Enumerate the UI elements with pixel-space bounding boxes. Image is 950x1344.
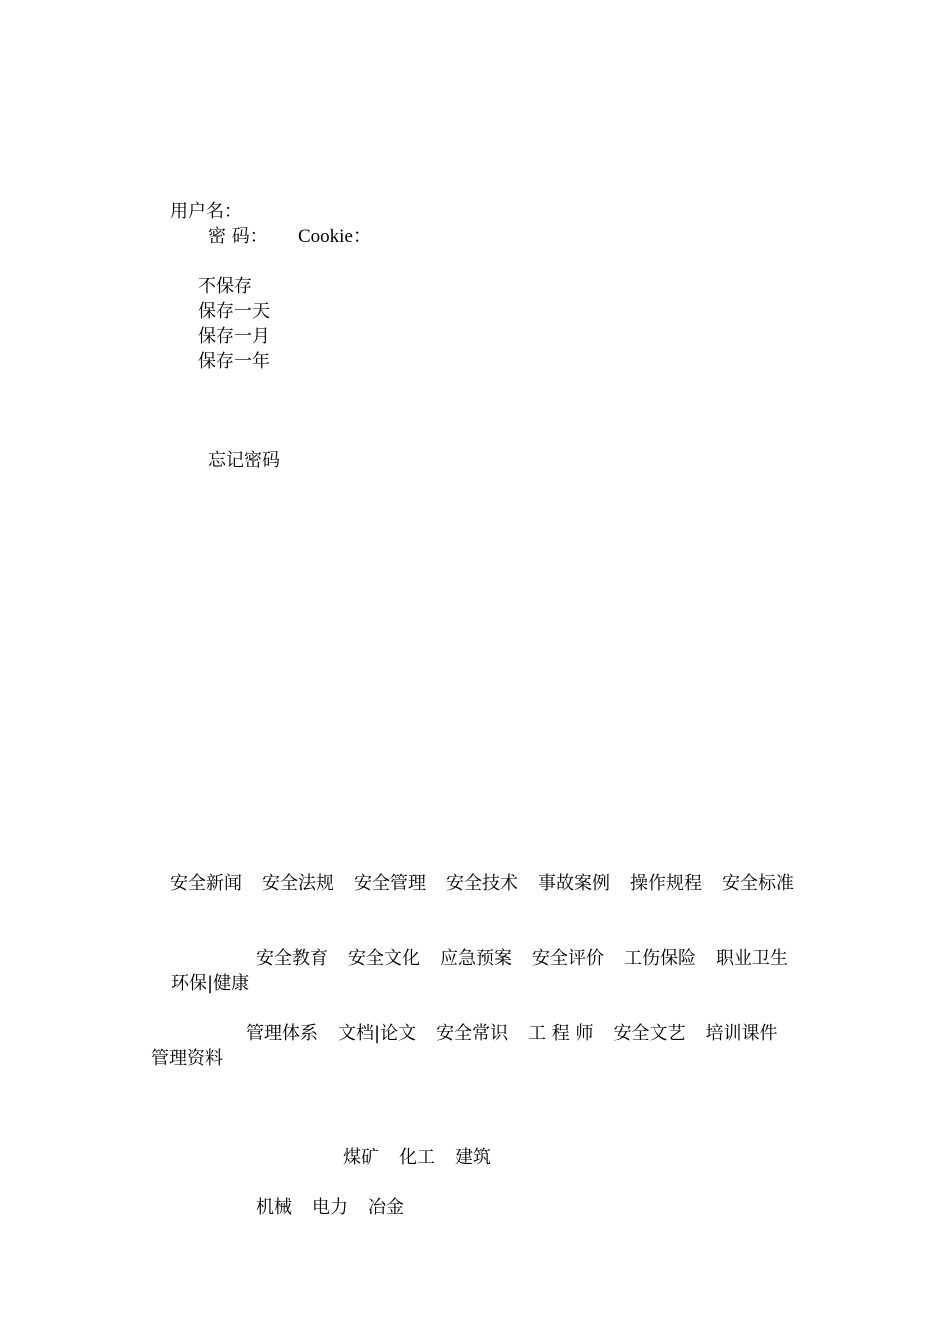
nav-link-management-materials[interactable]: 管理资料 <box>151 1048 223 1069</box>
nav-link-emergency-plans[interactable]: 应急预案 <box>440 948 512 969</box>
industry-row-2 <box>256 1195 404 1220</box>
nav-link-safety-evaluation[interactable]: 安全评价 <box>532 948 604 969</box>
nav-link-work-injury-insurance[interactable]: 工伤保险 <box>624 948 696 969</box>
nav-link-management-systems[interactable]: 管理体系 <box>246 1023 318 1044</box>
forgot-password-link[interactable]: 忘记密码 <box>208 450 280 471</box>
cookie-option-one-month[interactable]: 保存一月 <box>198 326 270 347</box>
nav-link-safety-culture[interactable]: 安全文化 <box>348 948 420 969</box>
industry-link-chemical[interactable]: 化工 <box>399 1147 435 1168</box>
nav-link-environment-health[interactable]: 环保|健康 <box>171 973 250 994</box>
nav-row-3 <box>151 1021 801 1071</box>
username-label: 用户名： <box>170 201 242 222</box>
nav-link-safety-arts[interactable]: 安全文艺 <box>613 1023 686 1044</box>
industry-link-machinery[interactable]: 机械 <box>256 1197 292 1218</box>
nav-link-operating-procedures[interactable]: 操作规程 <box>630 873 702 894</box>
industry-link-coal-mining[interactable]: 煤矿 <box>343 1147 379 1168</box>
nav-link-safety-knowledge[interactable]: 安全常识 <box>436 1023 509 1044</box>
nav-link-safety-technology[interactable]: 安全技术 <box>446 873 518 894</box>
nav-link-safety-regulations[interactable]: 安全法规 <box>262 873 334 894</box>
nav-row-1 <box>151 871 801 896</box>
industry-link-construction[interactable]: 建筑 <box>455 1147 491 1168</box>
industry-row-1 <box>343 1145 491 1170</box>
nav-link-accident-cases[interactable]: 事故案例 <box>538 873 610 894</box>
nav-link-training-courseware[interactable]: 培训课件 <box>705 1023 778 1044</box>
industry-link-metallurgy[interactable]: 冶金 <box>368 1197 404 1218</box>
nav-link-safety-education[interactable]: 安全教育 <box>256 948 328 969</box>
nav-link-documents-papers[interactable]: 文档|论文 <box>338 1023 417 1044</box>
nav-link-occupational-health[interactable]: 职业卫生 <box>716 948 788 969</box>
cookie-label: Cookie： <box>298 226 372 247</box>
nav-link-safety-management[interactable]: 安全管理 <box>354 873 426 894</box>
cookie-option-one-day[interactable]: 保存一天 <box>198 301 270 322</box>
nav-link-safety-standards[interactable]: 安全标准 <box>722 873 794 894</box>
nav-link-engineers[interactable]: 工 程 师 <box>528 1023 594 1044</box>
cookie-option-none[interactable]: 不保存 <box>198 276 252 297</box>
nav-link-safety-news[interactable]: 安全新闻 <box>170 873 242 894</box>
nav-row-2 <box>151 946 801 996</box>
cookie-option-one-year[interactable]: 保存一年 <box>198 351 270 372</box>
industry-link-electric-power[interactable]: 电力 <box>312 1197 348 1218</box>
password-label: 密 码： <box>208 226 268 247</box>
